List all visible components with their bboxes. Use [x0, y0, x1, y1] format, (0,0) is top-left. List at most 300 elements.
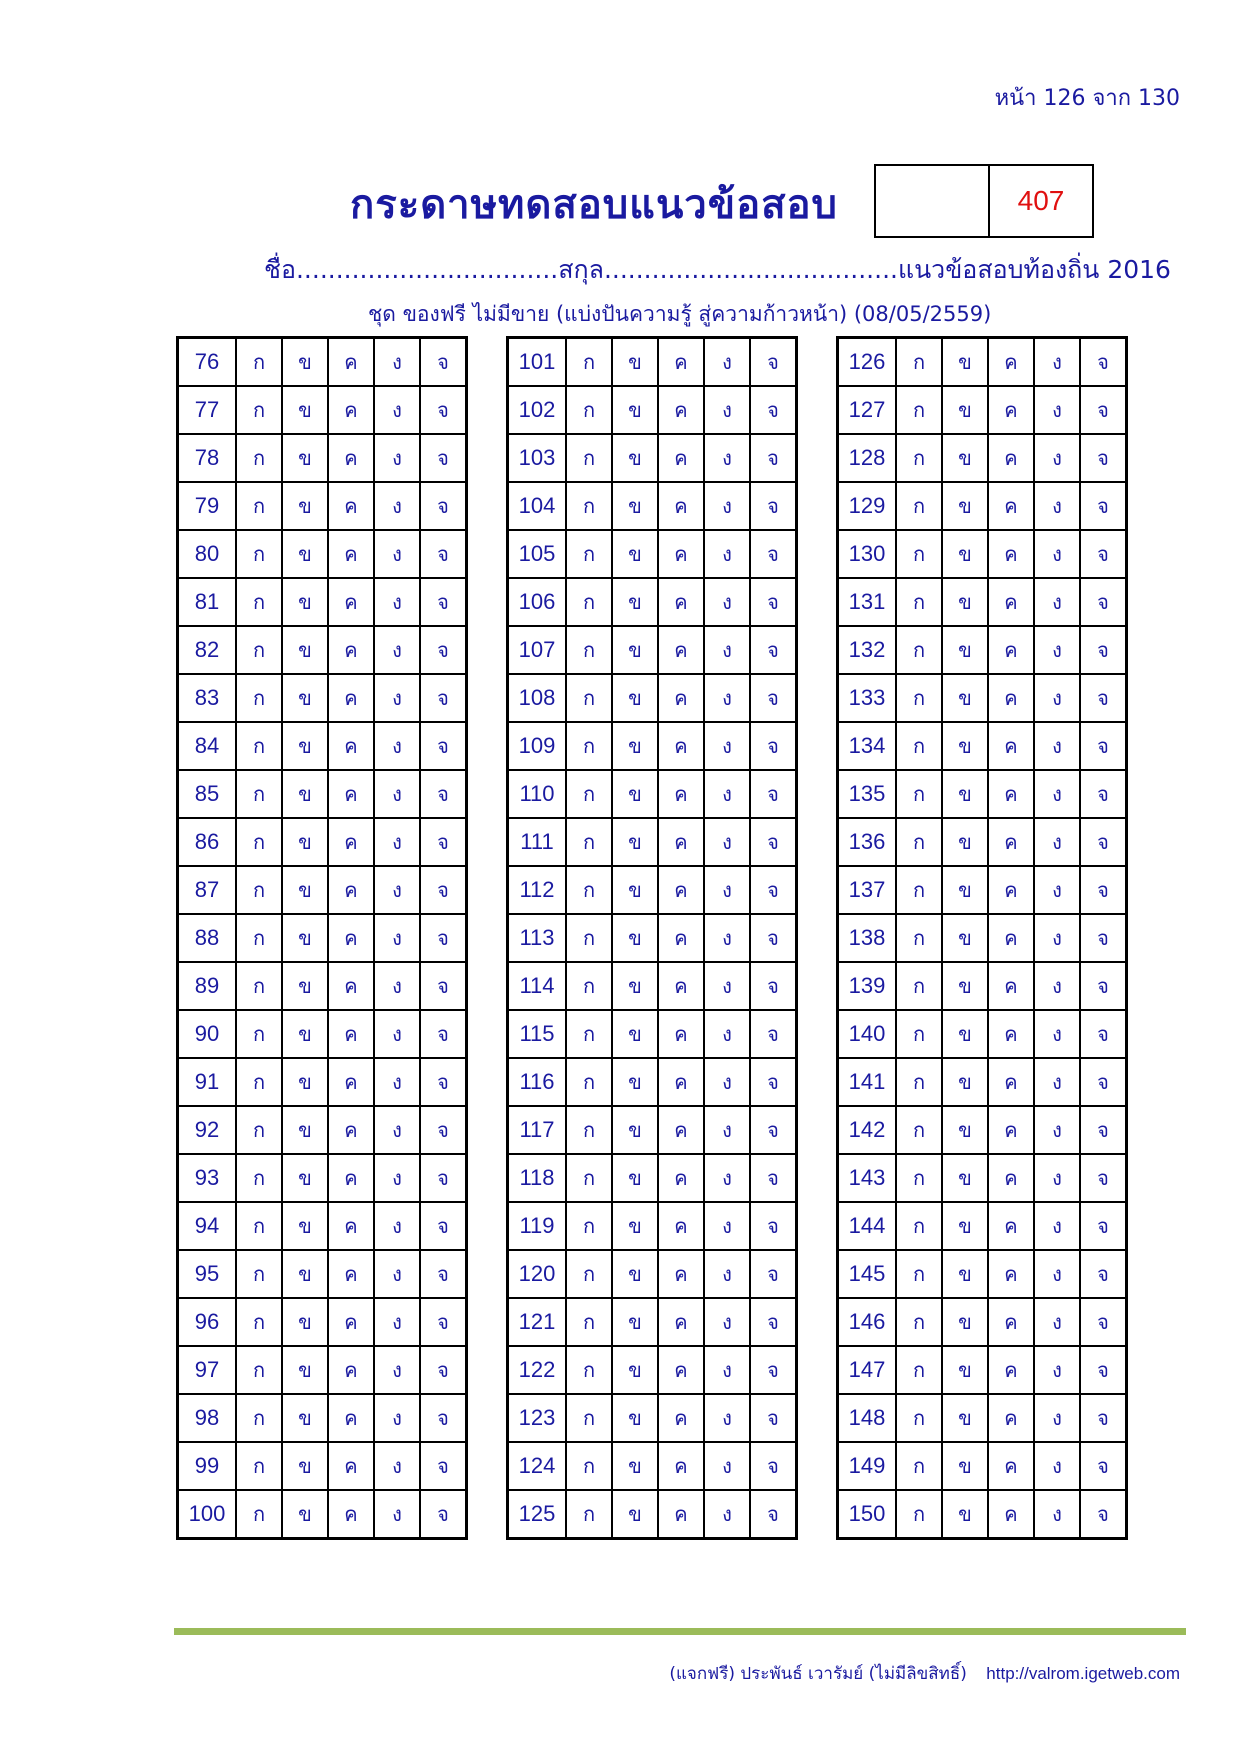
answer-option[interactable]: ค [988, 722, 1034, 770]
answer-option[interactable]: ก [896, 1250, 942, 1298]
answer-option[interactable]: ค [658, 530, 704, 578]
answer-option[interactable]: ค [658, 818, 704, 866]
answer-option[interactable]: จ [750, 770, 797, 818]
answer-option[interactable]: ค [988, 626, 1034, 674]
answer-option[interactable]: ข [282, 674, 328, 722]
answer-option[interactable]: ง [374, 1154, 420, 1202]
answer-option[interactable]: ค [988, 1106, 1034, 1154]
answer-option[interactable]: ค [328, 434, 374, 482]
answer-option[interactable]: จ [750, 914, 797, 962]
answer-option[interactable]: ง [1034, 338, 1080, 387]
answer-option[interactable]: ข [282, 482, 328, 530]
answer-option[interactable]: ง [374, 674, 420, 722]
answer-option[interactable]: ง [374, 1442, 420, 1490]
answer-option[interactable]: ง [1034, 530, 1080, 578]
answer-option[interactable]: ค [328, 914, 374, 962]
answer-option[interactable]: จ [750, 818, 797, 866]
answer-option[interactable]: ก [566, 866, 612, 914]
answer-option[interactable]: ค [328, 578, 374, 626]
answer-option[interactable]: ก [896, 1442, 942, 1490]
answer-option[interactable]: ข [942, 578, 988, 626]
answer-option[interactable]: จ [420, 818, 467, 866]
answer-option[interactable]: จ [420, 914, 467, 962]
answer-option[interactable]: จ [1080, 578, 1127, 626]
answer-option[interactable]: ง [374, 914, 420, 962]
answer-option[interactable]: จ [750, 386, 797, 434]
answer-option[interactable]: ค [658, 674, 704, 722]
answer-option[interactable]: ค [988, 530, 1034, 578]
answer-option[interactable]: ข [282, 434, 328, 482]
answer-option[interactable]: จ [750, 338, 797, 387]
answer-option[interactable]: ง [374, 434, 420, 482]
answer-option[interactable]: ง [374, 626, 420, 674]
answer-option[interactable]: ข [612, 530, 658, 578]
answer-option[interactable]: ข [942, 818, 988, 866]
answer-option[interactable]: ง [1034, 914, 1080, 962]
answer-option[interactable]: ก [896, 1010, 942, 1058]
answer-option[interactable]: ง [704, 578, 750, 626]
answer-option[interactable]: ค [328, 1346, 374, 1394]
answer-option[interactable]: ข [612, 914, 658, 962]
answer-option[interactable]: จ [1080, 1346, 1127, 1394]
answer-option[interactable]: ก [896, 674, 942, 722]
answer-option[interactable]: ค [988, 1058, 1034, 1106]
answer-option[interactable]: ค [988, 1202, 1034, 1250]
answer-option[interactable]: ค [658, 1394, 704, 1442]
answer-option[interactable]: จ [1080, 1250, 1127, 1298]
answer-option[interactable]: ข [942, 1010, 988, 1058]
answer-option[interactable]: จ [420, 1298, 467, 1346]
answer-option[interactable]: ก [566, 818, 612, 866]
answer-option[interactable]: ข [282, 1106, 328, 1154]
answer-option[interactable]: ข [612, 1394, 658, 1442]
answer-option[interactable]: จ [420, 386, 467, 434]
answer-option[interactable]: ง [374, 338, 420, 387]
answer-option[interactable]: ง [1034, 578, 1080, 626]
answer-option[interactable]: ก [896, 386, 942, 434]
answer-option[interactable]: ข [942, 674, 988, 722]
answer-option[interactable]: ค [328, 1490, 374, 1539]
answer-option[interactable]: ง [374, 818, 420, 866]
answer-option[interactable]: ง [1034, 962, 1080, 1010]
answer-option[interactable]: จ [420, 1202, 467, 1250]
answer-option[interactable]: ข [282, 818, 328, 866]
answer-option[interactable]: ข [942, 1106, 988, 1154]
answer-option[interactable]: ก [566, 1202, 612, 1250]
answer-option[interactable]: ข [282, 722, 328, 770]
answer-option[interactable]: จ [1080, 482, 1127, 530]
answer-option[interactable]: ข [942, 1346, 988, 1394]
answer-option[interactable]: ง [704, 1202, 750, 1250]
answer-option[interactable]: ง [1034, 1250, 1080, 1298]
answer-option[interactable]: ค [658, 1106, 704, 1154]
answer-option[interactable]: จ [1080, 962, 1127, 1010]
answer-option[interactable]: ก [896, 1106, 942, 1154]
answer-option[interactable]: ข [942, 1394, 988, 1442]
answer-option[interactable]: ค [328, 674, 374, 722]
answer-option[interactable]: ค [328, 1442, 374, 1490]
answer-option[interactable]: ก [896, 338, 942, 387]
answer-option[interactable]: ง [374, 722, 420, 770]
answer-option[interactable]: ง [1034, 482, 1080, 530]
answer-option[interactable]: ง [704, 962, 750, 1010]
answer-option[interactable]: ง [1034, 722, 1080, 770]
answer-option[interactable]: ค [328, 1250, 374, 1298]
answer-option[interactable]: ก [896, 1394, 942, 1442]
answer-option[interactable]: ค [328, 1202, 374, 1250]
answer-option[interactable]: ข [942, 1154, 988, 1202]
answer-option[interactable]: จ [420, 1010, 467, 1058]
answer-option[interactable]: ค [328, 1394, 374, 1442]
answer-option[interactable]: ง [374, 962, 420, 1010]
answer-option[interactable]: ง [374, 1106, 420, 1154]
answer-option[interactable]: ก [566, 1154, 612, 1202]
answer-option[interactable]: ก [566, 530, 612, 578]
answer-option[interactable]: จ [1080, 1058, 1127, 1106]
answer-option[interactable]: จ [420, 1442, 467, 1490]
answer-option[interactable]: ง [704, 386, 750, 434]
answer-option[interactable]: จ [1080, 1154, 1127, 1202]
answer-option[interactable]: ข [612, 770, 658, 818]
answer-option[interactable]: ก [896, 1154, 942, 1202]
answer-option[interactable]: ค [988, 1394, 1034, 1442]
answer-option[interactable]: ข [282, 1442, 328, 1490]
answer-option[interactable]: ง [1034, 434, 1080, 482]
answer-option[interactable]: ค [988, 962, 1034, 1010]
answer-option[interactable]: ก [896, 1058, 942, 1106]
answer-option[interactable]: จ [1080, 1106, 1127, 1154]
answer-option[interactable]: ค [328, 482, 374, 530]
answer-option[interactable]: ง [704, 626, 750, 674]
answer-option[interactable]: ค [328, 626, 374, 674]
answer-option[interactable]: ง [704, 770, 750, 818]
answer-option[interactable]: จ [1080, 434, 1127, 482]
answer-option[interactable]: จ [750, 1298, 797, 1346]
answer-option[interactable]: จ [420, 626, 467, 674]
answer-option[interactable]: ค [328, 866, 374, 914]
answer-option[interactable]: ข [612, 818, 658, 866]
answer-option[interactable]: ค [328, 1106, 374, 1154]
answer-option[interactable]: ข [282, 1058, 328, 1106]
answer-option[interactable]: ข [612, 1490, 658, 1539]
answer-option[interactable]: ข [612, 434, 658, 482]
answer-option[interactable]: ค [658, 770, 704, 818]
answer-option[interactable]: ข [612, 386, 658, 434]
answer-option[interactable]: ง [704, 1490, 750, 1539]
answer-option[interactable]: จ [750, 530, 797, 578]
answer-option[interactable]: ก [236, 674, 282, 722]
answer-option[interactable]: ง [1034, 1298, 1080, 1346]
answer-option[interactable]: ค [658, 434, 704, 482]
answer-option[interactable]: ก [566, 1010, 612, 1058]
answer-option[interactable]: ข [282, 1346, 328, 1394]
answer-option[interactable]: จ [420, 722, 467, 770]
answer-option[interactable]: จ [420, 1058, 467, 1106]
answer-option[interactable]: ค [658, 1202, 704, 1250]
answer-option[interactable]: ง [1034, 1154, 1080, 1202]
answer-option[interactable]: จ [1080, 1442, 1127, 1490]
answer-option[interactable]: จ [420, 482, 467, 530]
answer-option[interactable]: ก [236, 770, 282, 818]
answer-option[interactable]: ง [1034, 1394, 1080, 1442]
answer-option[interactable]: ค [328, 1298, 374, 1346]
answer-option[interactable]: ค [658, 1346, 704, 1394]
answer-option[interactable]: จ [420, 530, 467, 578]
answer-option[interactable]: ข [612, 1202, 658, 1250]
answer-option[interactable]: จ [750, 1394, 797, 1442]
answer-option[interactable]: ค [988, 1250, 1034, 1298]
answer-option[interactable]: ง [374, 1010, 420, 1058]
answer-option[interactable]: ข [612, 1058, 658, 1106]
answer-option[interactable]: ข [942, 626, 988, 674]
answer-option[interactable]: ข [942, 434, 988, 482]
answer-option[interactable]: ก [236, 1394, 282, 1442]
answer-option[interactable]: ค [328, 1154, 374, 1202]
answer-option[interactable]: ค [328, 386, 374, 434]
answer-option[interactable]: ง [1034, 866, 1080, 914]
answer-option[interactable]: จ [420, 578, 467, 626]
answer-option[interactable]: ข [612, 1154, 658, 1202]
answer-option[interactable]: ค [988, 1298, 1034, 1346]
answer-option[interactable]: ก [236, 338, 282, 387]
answer-option[interactable]: ข [612, 1106, 658, 1154]
answer-option[interactable]: ก [566, 1058, 612, 1106]
answer-option[interactable]: ค [988, 914, 1034, 962]
answer-option[interactable]: จ [750, 1010, 797, 1058]
answer-option[interactable]: ค [988, 866, 1034, 914]
answer-option[interactable]: ข [282, 866, 328, 914]
answer-option[interactable]: ก [566, 962, 612, 1010]
answer-option[interactable]: ง [704, 722, 750, 770]
answer-option[interactable]: ค [658, 1154, 704, 1202]
answer-option[interactable]: ข [282, 1154, 328, 1202]
answer-option[interactable]: ค [988, 1490, 1034, 1539]
answer-option[interactable]: ข [612, 338, 658, 387]
answer-option[interactable]: ง [704, 338, 750, 387]
answer-option[interactable]: จ [750, 1346, 797, 1394]
answer-option[interactable]: ข [282, 914, 328, 962]
answer-option[interactable]: ค [658, 1058, 704, 1106]
answer-option[interactable]: จ [1080, 1394, 1127, 1442]
answer-option[interactable]: ข [612, 1250, 658, 1298]
answer-option[interactable]: ค [658, 1442, 704, 1490]
answer-option[interactable]: จ [1080, 386, 1127, 434]
answer-option[interactable]: จ [750, 1490, 797, 1539]
answer-option[interactable]: ข [612, 1442, 658, 1490]
answer-option[interactable]: ง [374, 578, 420, 626]
answer-option[interactable]: ข [282, 578, 328, 626]
answer-option[interactable]: ก [566, 338, 612, 387]
answer-option[interactable]: จ [420, 866, 467, 914]
answer-option[interactable]: ก [236, 1058, 282, 1106]
answer-option[interactable]: ก [566, 1298, 612, 1346]
answer-option[interactable]: ก [566, 1346, 612, 1394]
answer-option[interactable]: ข [612, 482, 658, 530]
answer-option[interactable]: จ [1080, 1010, 1127, 1058]
answer-option[interactable]: ง [704, 1298, 750, 1346]
answer-option[interactable]: ก [896, 626, 942, 674]
answer-option[interactable]: ค [328, 770, 374, 818]
answer-option[interactable]: ง [704, 818, 750, 866]
answer-option[interactable]: ค [658, 1010, 704, 1058]
answer-option[interactable]: ง [374, 1490, 420, 1539]
answer-option[interactable]: ค [328, 338, 374, 387]
answer-option[interactable]: ข [282, 1010, 328, 1058]
answer-option[interactable]: ก [566, 482, 612, 530]
answer-option[interactable]: ง [704, 1250, 750, 1298]
answer-option[interactable]: ง [704, 1442, 750, 1490]
answer-option[interactable]: ค [328, 818, 374, 866]
answer-option[interactable]: ง [1034, 386, 1080, 434]
answer-option[interactable]: ค [988, 818, 1034, 866]
answer-option[interactable]: ข [612, 722, 658, 770]
answer-option[interactable]: ค [988, 434, 1034, 482]
answer-option[interactable]: ก [896, 1490, 942, 1539]
answer-option[interactable]: จ [420, 770, 467, 818]
answer-option[interactable]: ก [896, 818, 942, 866]
answer-option[interactable]: จ [750, 1202, 797, 1250]
answer-option[interactable]: ข [942, 1490, 988, 1539]
answer-option[interactable]: ง [1034, 674, 1080, 722]
answer-option[interactable]: จ [1080, 338, 1127, 387]
answer-option[interactable]: ข [942, 722, 988, 770]
answer-option[interactable]: ค [988, 1442, 1034, 1490]
answer-option[interactable]: จ [750, 578, 797, 626]
answer-option[interactable]: ง [374, 1394, 420, 1442]
answer-option[interactable]: ค [328, 722, 374, 770]
answer-option[interactable]: ก [236, 530, 282, 578]
answer-option[interactable]: ค [658, 578, 704, 626]
answer-option[interactable]: ก [236, 962, 282, 1010]
answer-option[interactable]: ก [566, 722, 612, 770]
answer-option[interactable]: ง [1034, 1442, 1080, 1490]
answer-option[interactable]: ก [566, 1490, 612, 1539]
answer-option[interactable]: ข [282, 1490, 328, 1539]
answer-option[interactable]: จ [1080, 914, 1127, 962]
answer-option[interactable]: ก [566, 434, 612, 482]
answer-option[interactable]: ค [988, 674, 1034, 722]
answer-option[interactable]: ค [988, 578, 1034, 626]
answer-option[interactable]: จ [420, 1250, 467, 1298]
answer-option[interactable]: ก [896, 1202, 942, 1250]
answer-option[interactable]: ค [328, 962, 374, 1010]
answer-option[interactable]: ก [566, 1394, 612, 1442]
answer-option[interactable]: ก [896, 1298, 942, 1346]
answer-option[interactable]: ข [942, 1202, 988, 1250]
answer-option[interactable]: ค [988, 338, 1034, 387]
answer-option[interactable]: ง [374, 1058, 420, 1106]
answer-option[interactable]: จ [420, 1490, 467, 1539]
answer-option[interactable]: จ [420, 962, 467, 1010]
answer-option[interactable]: ง [374, 386, 420, 434]
answer-option[interactable]: ข [282, 1250, 328, 1298]
answer-option[interactable]: ง [374, 1346, 420, 1394]
answer-option[interactable]: ง [374, 530, 420, 578]
answer-option[interactable]: ค [658, 1250, 704, 1298]
answer-option[interactable]: ก [896, 578, 942, 626]
answer-option[interactable]: จ [750, 1250, 797, 1298]
answer-option[interactable]: ก [236, 386, 282, 434]
answer-option[interactable]: ข [282, 962, 328, 1010]
answer-option[interactable]: ก [896, 962, 942, 1010]
answer-option[interactable]: จ [1080, 530, 1127, 578]
answer-option[interactable]: ข [942, 1298, 988, 1346]
answer-option[interactable]: ก [896, 770, 942, 818]
answer-option[interactable]: ง [704, 866, 750, 914]
answer-option[interactable]: ง [704, 674, 750, 722]
answer-option[interactable]: ค [658, 482, 704, 530]
answer-option[interactable]: จ [420, 1106, 467, 1154]
answer-option[interactable]: ข [612, 1010, 658, 1058]
answer-option[interactable]: จ [420, 338, 467, 387]
answer-option[interactable]: จ [1080, 1298, 1127, 1346]
answer-option[interactable]: จ [1080, 1202, 1127, 1250]
answer-option[interactable]: จ [750, 434, 797, 482]
answer-option[interactable]: ค [988, 1154, 1034, 1202]
answer-option[interactable]: ข [942, 914, 988, 962]
answer-option[interactable]: ข [612, 578, 658, 626]
answer-option[interactable]: ก [236, 914, 282, 962]
answer-option[interactable]: จ [750, 722, 797, 770]
answer-option[interactable]: ก [236, 1154, 282, 1202]
answer-option[interactable]: จ [750, 626, 797, 674]
answer-option[interactable]: ข [612, 626, 658, 674]
answer-option[interactable]: ข [282, 338, 328, 387]
answer-option[interactable]: ก [236, 578, 282, 626]
answer-option[interactable]: ข [282, 770, 328, 818]
answer-option[interactable]: ข [942, 1250, 988, 1298]
answer-option[interactable]: ง [1034, 1106, 1080, 1154]
answer-option[interactable]: ก [236, 1010, 282, 1058]
answer-option[interactable]: ก [896, 866, 942, 914]
answer-option[interactable]: ก [566, 578, 612, 626]
answer-option[interactable]: ก [236, 722, 282, 770]
answer-option[interactable]: ข [282, 386, 328, 434]
answer-option[interactable]: ก [236, 1442, 282, 1490]
answer-option[interactable]: ข [942, 1442, 988, 1490]
answer-option[interactable]: ค [658, 962, 704, 1010]
answer-option[interactable]: จ [750, 1154, 797, 1202]
answer-option[interactable]: จ [420, 674, 467, 722]
answer-option[interactable]: ก [236, 1250, 282, 1298]
answer-option[interactable]: ก [236, 1346, 282, 1394]
answer-option[interactable]: ค [658, 1490, 704, 1539]
answer-option[interactable]: ค [658, 722, 704, 770]
answer-option[interactable]: จ [420, 434, 467, 482]
answer-option[interactable]: ข [282, 1394, 328, 1442]
answer-option[interactable]: ก [566, 914, 612, 962]
answer-option[interactable]: ก [566, 1442, 612, 1490]
answer-option[interactable]: ค [328, 530, 374, 578]
answer-option[interactable]: ง [704, 1394, 750, 1442]
answer-option[interactable]: ก [236, 1202, 282, 1250]
answer-option[interactable]: ข [612, 962, 658, 1010]
answer-option[interactable]: ก [236, 434, 282, 482]
answer-option[interactable]: ก [236, 1298, 282, 1346]
answer-option[interactable]: ก [236, 626, 282, 674]
answer-option[interactable]: จ [1080, 866, 1127, 914]
answer-option[interactable]: จ [1080, 1490, 1127, 1539]
answer-option[interactable]: ง [1034, 770, 1080, 818]
answer-option[interactable]: ง [374, 1250, 420, 1298]
answer-option[interactable]: ง [1034, 1202, 1080, 1250]
answer-option[interactable]: ข [612, 674, 658, 722]
answer-option[interactable]: ข [942, 770, 988, 818]
answer-option[interactable]: ก [566, 386, 612, 434]
answer-option[interactable]: ก [566, 1106, 612, 1154]
answer-option[interactable]: ค [328, 1058, 374, 1106]
answer-option[interactable]: ง [704, 434, 750, 482]
